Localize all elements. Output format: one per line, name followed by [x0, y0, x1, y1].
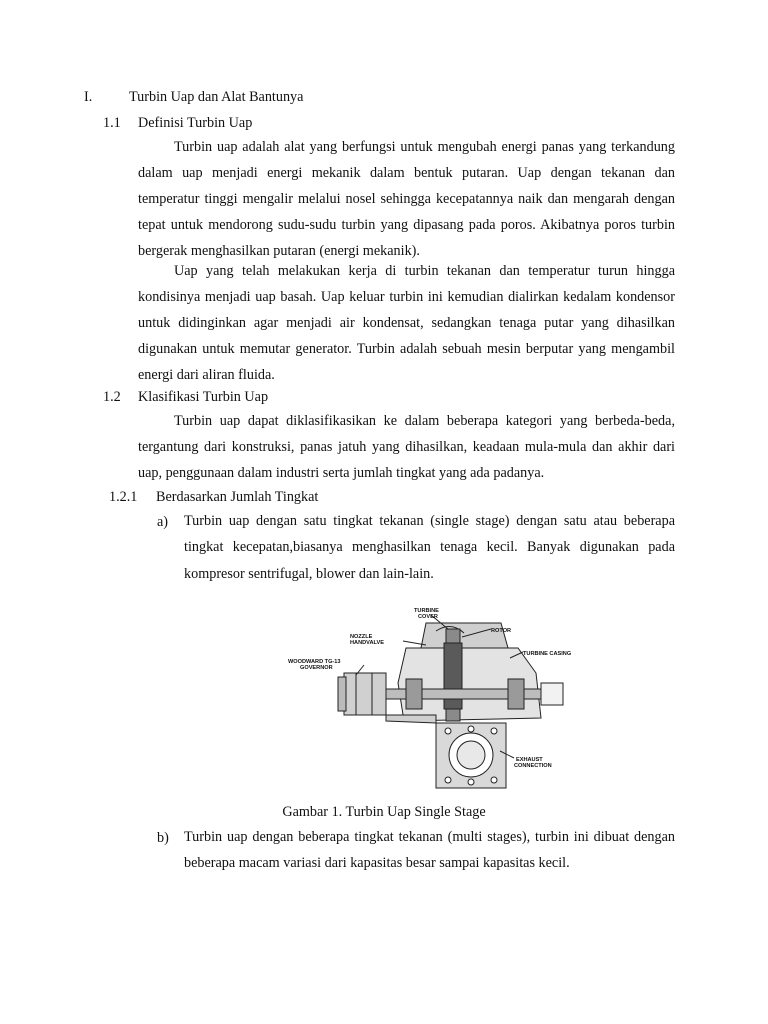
paragraph-definisi-2-text: Uap yang telah melakukan kerja di turbin tekanan dan temperatur turun hingga kondisinya menjadi uap basah. Uap keluar turbin ini kemudian dialirkan kedalam kondensor untuk didinginkan agar menjadi air kondensat, sedangkan tenaga putar yang dihasilkan digunakan untuk memutar generator. Turbin adalah sebuah mesin berputar yang mengambil energi dari aliran fluida.	[138, 263, 675, 383]
paragraph-definisi-2	[138, 259, 675, 389]
section-number: I.	[84, 89, 93, 105]
list-item-a: Turbin uap dengan satu tingkat tekanan (single stage) dengan satu atau beberapa tingkat kecepatan,biasanya menghasilkan tenaga kecil. Banyak digunakan pada kompresor sentrifugal, blower dan lain-lain.	[184, 513, 675, 582]
label-exhaust-2: CONNECTION	[514, 763, 552, 769]
label-exhaust-1: EXHAUST	[516, 757, 543, 763]
label-rotor: ROTOR	[491, 628, 512, 634]
list-marker-a: a)	[157, 514, 169, 530]
subsection-1-1-number: 1.1	[103, 115, 121, 131]
label-turbine-cover-1: TURBINE	[414, 608, 439, 614]
subsection-1-2-1-number: 1.2.1	[109, 489, 138, 505]
paragraph-klasifikasi-text: Turbin uap dapat diklasifikasikan ke dalam beberapa kategori yang berbeda-beda, tergantung dari konstruksi, panas jatuh yang dihasilkan, keadaan mula-mula dan akhir dari uap, penggunaan dalam industri serta jumlah tingkat yang ada padanya.	[138, 413, 675, 481]
turbine-diagram	[286, 603, 571, 793]
paragraph-klasifikasi	[138, 409, 675, 487]
list-item-b: Turbin uap dengan beberapa tingkat tekanan (multi stages), turbin ini dibuat dengan beberapa macam variasi dari kapasitas besar sampai kapasitas kecil.	[184, 829, 675, 872]
subsection-1-1-title: Definisi Turbin Uap	[138, 115, 253, 131]
label-nozzle-1: NOZZLE	[350, 634, 373, 640]
subsection-1-2-title: Klasifikasi Turbin Uap	[138, 389, 269, 405]
label-turbine-cover-2: COVER	[418, 614, 438, 620]
label-nozzle-2: HANDVALVE	[350, 640, 384, 646]
subsection-1-2-number: 1.2	[103, 389, 121, 405]
section-title: Turbin Uap dan Alat Bantunya	[129, 89, 304, 105]
list-marker-b: b)	[157, 830, 169, 846]
subsection-1-2-1-title: Berdasarkan Jumlah Tingkat	[156, 489, 319, 505]
figure-caption: Gambar 1. Turbin Uap Single Stage	[282, 804, 486, 820]
label-governor-1: WOODWARD TG-13	[288, 659, 341, 665]
paragraph-definisi-1-text: Turbin uap adalah alat yang berfungsi untuk mengubah energi panas yang terkandung dalam uap menjadi energi mekanik dalam bentuk putaran. Uap dengan tekanan dan temperatur tinggi mengalir melalui nosel sehingga kecepatannya naik dan mengarah dengan tepat untuk mendorong sudu-sudu turbin yang dipasang pada poros. Akibatnya poros turbin bergerak menghasilkan putaran (energi mekanik).	[138, 139, 675, 259]
paragraph-definisi-1	[138, 135, 675, 265]
label-governor-2: GOVERNOR	[300, 665, 333, 671]
label-turbine-casing: TURBINE CASING	[523, 651, 571, 657]
